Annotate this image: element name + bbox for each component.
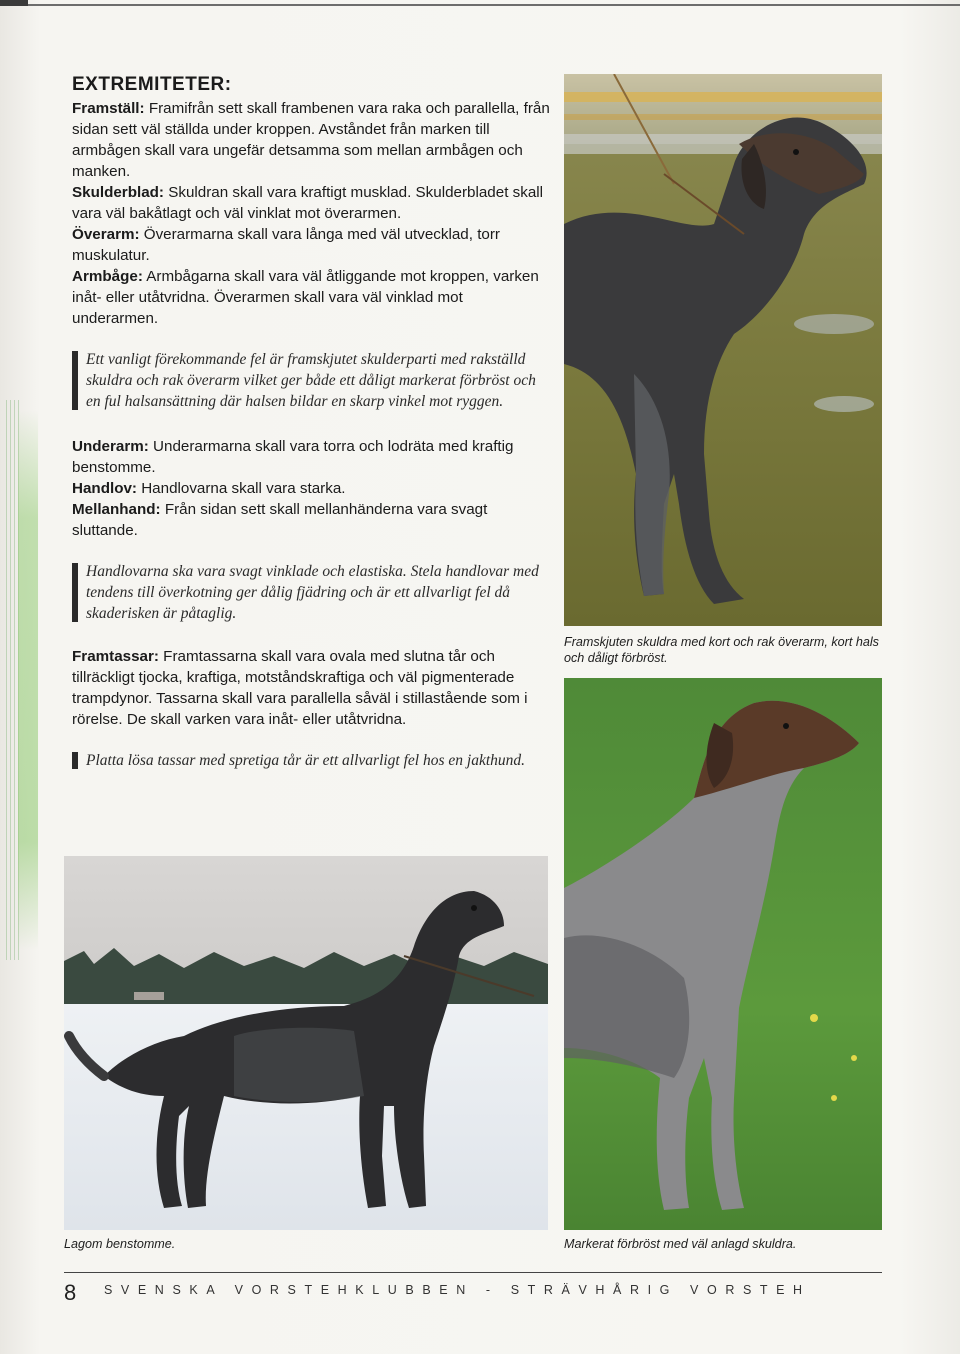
para-handlov: Handlov: Handlovarna skall vara starka.: [72, 480, 346, 497]
para-overarm: Överarm: Överarmarna skall vara långa med väl utvecklad, torr muskulatur.: [72, 226, 500, 264]
para-underarm: Underarm: Underarmarna skall vara torra och lodräta med kraftig benstomme.: [72, 438, 514, 476]
quote-tassar: Platta lösa tassar med spretiga tår är ett allvarligt fel hos en jakthund.: [72, 750, 550, 771]
text-column: [72, 74, 550, 771]
page-number: 8: [64, 1280, 77, 1305]
para-skulderblad: Skulderblad: Skuldran skall vara kraftigt musklad. Skulderbladet skall vara väl bakåtlagt och väl vinklat mot överarmen.: [72, 184, 544, 222]
footer-rule: [64, 1272, 882, 1273]
dog-photo-illustration-3: [64, 856, 548, 1230]
para-framstall: Framställ: Framifrån sett skall frambenen vara raka och parallella, från sidan sett väl ställda under kroppen. Avståndet från marken till armbågen skall vara ungefär detsamma som mellan armbågen och manken.: [72, 100, 550, 180]
footer-publication: SVENSKA VORSTEHKLUBBEN - STRÄVHÅRIG VORSTEH: [104, 1283, 811, 1297]
para-framtassar: Framtassar: Framtassarna skall vara ovala med slutna tår och tillräckligt tjocka, kraftiga, motståndskraftiga och väl pigmenterade trampdynor. Tassarna skall vara parallella såväl i stillastående som i rörelse. De skall varken vara inåt- eller utåtvridna.: [72, 648, 528, 728]
caption-top-right: Framskjuten skuldra med kort och rak överarm, kort hals och dåligt förbröst.: [564, 635, 879, 665]
top-corner-mark: [0, 0, 28, 6]
para-mellanhand: Mellanhand: Från sidan sett skall mellanhänderna vara svagt sluttande.: [72, 501, 488, 539]
para-armbage: Armbåge: Armbågarna skall vara väl åtliggande mot kroppen, varken inåt- eller utåtvridna. Överarmen skall vara väl vinklad mot underarmen.: [72, 268, 539, 327]
dog-photo-illustration-1: [564, 74, 882, 626]
quote-handlov: Handlovarna ska vara svagt vinklade och elastiska. Stela handlovar med tendens till överkotning ger dålig fjädring och är ett allvarligt fel då skaderisken är påtaglig.: [72, 561, 550, 624]
caption-bottom-left: Lagom benstomme.: [64, 1237, 176, 1251]
caption-bottom-right: Markerat förbröst med väl anlagd skuldra.: [564, 1237, 797, 1251]
section-title: EXTREMITETER:: [72, 74, 232, 95]
photo-dog-framskjuten: [564, 74, 882, 626]
top-rule: [0, 4, 960, 6]
photo-dog-markerat: [564, 678, 882, 1230]
side-tab: [18, 410, 38, 950]
quote-shoulder: Ett vanligt förekommande fel är framskjutet skulderparti med rakställd skuldra och rak överarm vilket ger både ett dåligt markerat förbröst och en ful halsansättning där halsen bildar en skarp vinkel mot ryggen.: [72, 349, 550, 412]
dog-photo-illustration-2: [564, 678, 882, 1230]
photo-dog-snow: [64, 856, 548, 1230]
